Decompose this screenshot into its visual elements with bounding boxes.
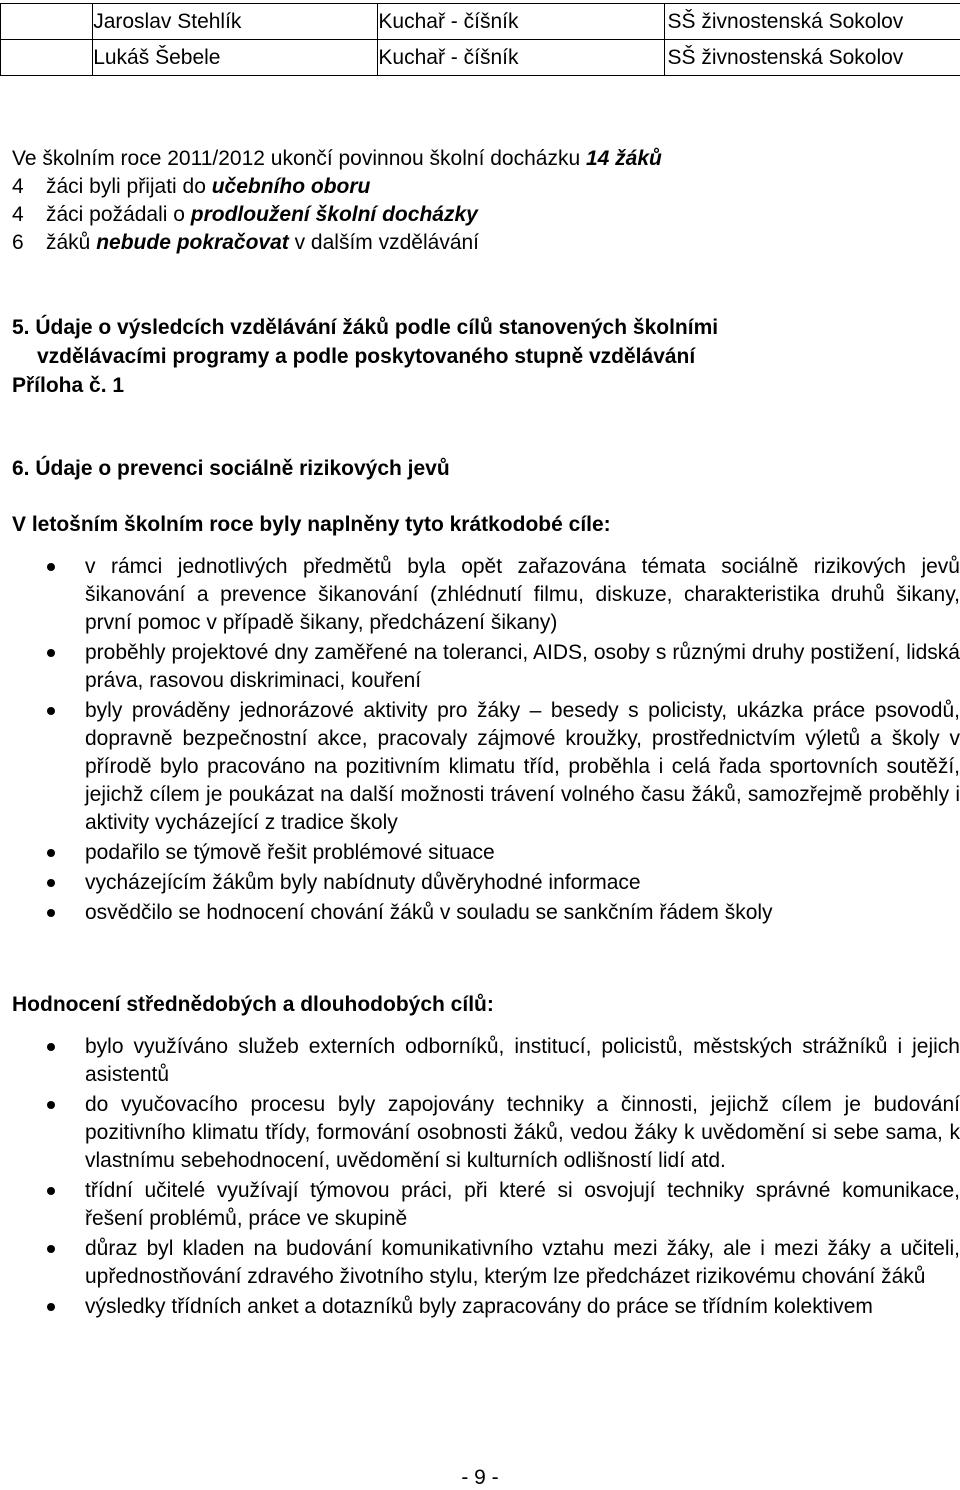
graduate-school: SŠ živnostenská Sokolov — [664, 40, 960, 76]
section-6-heading: 6. Údaje o prevenci sociálně rizikových jevů — [12, 454, 450, 483]
bullet-icon — [47, 1101, 55, 1109]
list-item: důraz byl kladen na budování komunikativního vztahu mezi žáky, ale i mezi žáky a učiteli, upřednostňování zdravého životního stylu, kterým lze předcházet rizikovému chování žáků — [0, 1235, 960, 1291]
graduate-name: Lukáš Šebele — [93, 40, 378, 76]
summary-line: 6 žáků nebude pokračovat v dalším vzdělávání — [12, 229, 662, 257]
bullet-icon — [47, 1187, 55, 1195]
graduation-summary — [12, 145, 662, 257]
list-item: osvědčilo se hodnocení chování žáků v souladu se sankčním řádem školy — [0, 899, 960, 927]
table-row — [1, 4, 960, 40]
list-item: proběhly projektové dny zaměřené na toleranci, AIDS, osoby s různými druhy postižení, lidská práva, rasovou diskriminaci, kouření — [0, 639, 960, 695]
bullet-icon — [47, 879, 55, 887]
table-row — [1, 40, 960, 76]
page-number: - 9 - — [0, 1466, 960, 1490]
bullet-icon — [47, 1043, 55, 1051]
list-item: v rámci jednotlivých předmětů byla opět zařazována témata sociálně rizikových jevů šikanování a prevence šikanování (zhlédnutí filmu, diskuze, charakteristika druhů šikany, první pomoc v případě šikany, předcházení šikany) — [0, 553, 960, 637]
summary-line: Ve školním roce 2011/2012 ukončí povinnou školní docházku 14 žáků — [12, 145, 662, 173]
summary-line: 4 žáci požádali o prodloužení školní docházky — [12, 201, 662, 229]
graduate-field: Kuchař - číšník — [378, 4, 664, 40]
list-item: byly prováděny jednorázové aktivity pro žáky – besedy s policisty, ukázka práce psovodů, dopravně bezpečnostní akce, pracovaly zájmové kroužky, prostřednictvím výletů a školy v přírodě bylo pracováno na pozitivním klimatu tříd, proběhla i celá řada sportovních soutěží, jejichž cílem je poukázat na další možnosti trávení volného času žáků, samozřejmě proběhly i aktivity vycházející z tradice školy — [0, 697, 960, 837]
short-term-list — [0, 553, 960, 929]
section-5-heading: 5. Údaje o výsledcích vzdělávání žáků podle cílů stanovených školními vzdělávacími programy a podle poskytovaného stupně vzdělávání Příloha č. 1 — [12, 313, 942, 400]
list-item: výsledky třídních anket a dotazníků byly zapracovány do práce se třídním kolektivem — [0, 1293, 960, 1321]
long-term-heading: Hodnocení střednědobých a dlouhodobých cílů: — [12, 990, 494, 1019]
bullet-icon — [47, 649, 55, 657]
list-item: do vyučovacího procesu byly zapojovány techniky a činnosti, jejichž cílem je budování pozitivního klimatu třídy, formování osobnosti žáků, vedou žáky k uvědomění si sebe sama, k vlastnímu sebehodnocení, uvědomění si kulturních odlišností lidí atd. — [0, 1091, 960, 1175]
graduate-name: Jaroslav Stehlík — [93, 4, 378, 40]
bullet-icon — [47, 909, 55, 917]
summary-line: 4 žáci byli přijati do učebního oboru — [12, 173, 662, 201]
bullet-icon — [47, 563, 55, 571]
graduates-table — [0, 3, 960, 76]
list-item: podařilo se týmově řešit problémové situace — [0, 839, 960, 867]
list-item: bylo využíváno služeb externích odborníků, institucí, policistů, městských strážníků i jejich asistentů — [0, 1033, 960, 1089]
long-term-list — [0, 1033, 960, 1323]
short-term-heading: V letošním školním roce byly naplněny tyto krátkodobé cíle: — [12, 510, 611, 539]
bullet-icon — [47, 707, 55, 715]
bullet-icon — [47, 1245, 55, 1253]
list-item: třídní učitelé využívají týmovou práci, při které si osvojují techniky správné komunikace, řešení problémů, práce ve skupině — [0, 1177, 960, 1233]
bullet-icon — [47, 849, 55, 857]
list-item: vycházejícím žákům byly nabídnuty důvěryhodné informace — [0, 869, 960, 897]
graduate-school: SŠ živnostenská Sokolov — [664, 4, 960, 40]
bullet-icon — [47, 1303, 55, 1311]
graduate-field: Kuchař - číšník — [378, 40, 664, 76]
